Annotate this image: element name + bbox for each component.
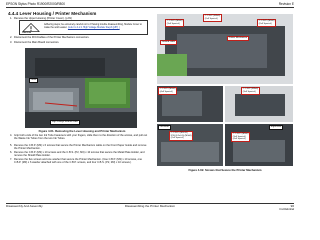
figure-right-bottom-left: [157, 124, 223, 166]
step-2-text: Disconnect the FFC/Cables of the Printer Mechanism connectors.: [14, 36, 90, 39]
label-top1: C.C.B.P (M3x6) (2x5 Special): [204, 15, 221, 20]
step-4: 4. Grip both ends of the two Ink Tube Fasteners with your fingers, slide them to the direction of the arrows, and pull out the Waste Ink Tubes from the two Ink Tubes.: [10, 134, 148, 141]
caution-box: [19, 20, 148, 35]
caution-caption: CAUTION: [22, 31, 32, 34]
label-mid3: C.C.B.P (M3x6) (3x5 Special): [242, 88, 259, 93]
step-2: 2. Disconnect the FFC/Cables of the Printer Mechanism connectors.: [10, 36, 90, 39]
figure-right-mid-left: [157, 86, 223, 122]
caution-link[interactable]: (refer to 4.2.1 High Voltage Module Step3 (p87) ): [67, 25, 120, 29]
step-3: 3. Disconnect the Main Board connectors.: [10, 41, 60, 44]
footer-chapter: Disassembly And Assembly: [6, 204, 43, 208]
printer-photo-left: [25, 48, 137, 128]
step-7: 7. Remove the five screws and one washer that secure the Printer Mechanism. (Use C.B.P. (M3) x 10 screws, one C.B.P. (M3) x 6 washer attached with one of the C.B.P. screws, and four C.B.S. (P2, M3) x 10 screws.): [10, 158, 142, 165]
step-1: 1. Remove the Upper Housing (Printer Cover). (p.81): [10, 17, 72, 20]
label-hv-cable: High Voltage Module cable: [51, 121, 78, 124]
footer-confidential: Confidential: [279, 207, 294, 212]
step-1-text: Remove the Upper Housing (Printer Cover). (p.81): [14, 17, 72, 20]
step-4-text: Grip both ends of the two Ink Tube Fasteners with your fingers, slide them to the direction of the arrows, and pull out the Waste Ink Tubes from the two Ink Tubes.: [14, 134, 148, 141]
label-mid1: C.C.B.P. (M3x8) (4x5 Special): [159, 88, 176, 93]
header-revision: Revision E: [278, 2, 294, 6]
caution-body: Adhering steps; be extremely careful not to If having trouble disassembling, Module Cover to make the work easier.: [44, 22, 142, 29]
figure-left-photo: [25, 48, 137, 128]
figure-right-top-photo: [157, 14, 293, 84]
label-left-rear: Left Rear: [159, 126, 169, 129]
label-top3: C.C.B.P. (M3x6) (3x5 Special): [166, 20, 183, 25]
step-5: 5. Remove the C.B.P. (M3) x 6 screws that secure the Printer Mechanism cable on the Front Paper Guide and remove the Printer Mechanism.: [10, 144, 147, 151]
label-bottom1: C.C.B.P. (M3x10) F/W (8.2x0.5) (M3x8) (2x5 Special): [170, 132, 192, 140]
step-7-text: Remove the five screws and one washer that secure the Printer Mechanism. (Use C.B.P. (M3) x 10 screws, one C.B.P. (M3) x 6 washer attached with one of the C.B.P. screws, and four C.B.S. (P2, M3) x 10 screws.): [14, 158, 142, 165]
printer-photo-right-bottom-right: [225, 124, 293, 166]
step-6: 6. Remove the C.B.P. (M3) x 10 screws and the C.B.S. (P2, M3) x 10 screws that secure the Metal Plate Holder, and remove the Shield Plate Holder.: [10, 151, 145, 158]
page-footer: [6, 204, 294, 210]
figure-right-bottom-right: [225, 124, 293, 166]
footer-section: Disassembling the Printer Mechanism: [124, 204, 176, 208]
label-printer-mechanism: Printer Mechanism: [228, 37, 248, 40]
step-6-text: Remove the C.B.P. (M3) x 10 screws and the C.B.S. (P2, M3) x 10 screws that secure the Metal Plate Holder, and remove the Shield Plate Holder.: [14, 151, 145, 158]
label-c1: C.C.B.P. (M3x6) (3x5 Special) (4x5 Special): [232, 133, 249, 141]
section-title: 4.4.4 Lever Housing / Printer Mechanism: [8, 11, 97, 16]
caution-text: [44, 23, 144, 29]
header-rule: [6, 7, 294, 8]
label-ground-cable: Ground cable: [161, 41, 175, 44]
label-top5: C.C.B.P. (M3x6) (2x5 Special): [258, 20, 275, 25]
label-right-rear: Right Rear: [270, 126, 282, 129]
label-lever: Lever: [30, 79, 37, 82]
figure-right-mid-right: [225, 86, 293, 122]
header-product: EPSON Stylus Photo R1900/R2000/R800: [6, 2, 66, 6]
figure-left-caption: Figure 4-61. Removing the Lever Housing and Printer Mechanism: [38, 129, 126, 133]
figure-right-caption: Figure 4-62. Screws that Secure the Printer Mechanism: [188, 168, 262, 172]
page-number: 96: [290, 204, 294, 208]
step-5-text: Remove the C.B.P. (M3) x 6 screws that secure the Printer Mechanism cable on the Front Paper Guide and remove the Printer Mechanism.: [14, 144, 147, 151]
step-3-text: Disconnect the Main Board connectors.: [14, 41, 60, 44]
